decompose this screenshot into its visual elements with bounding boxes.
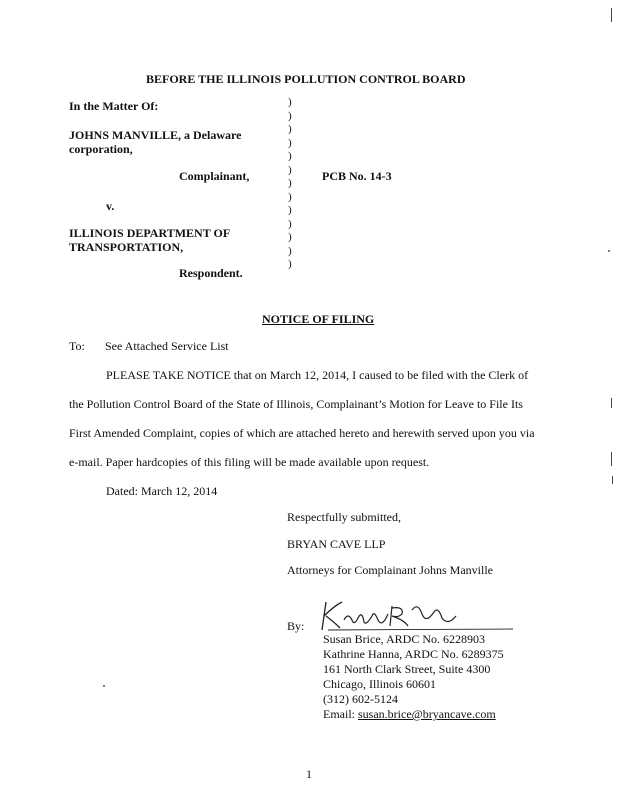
email-link[interactable]: susan.brice@bryancave.com: [358, 707, 496, 721]
versus: v.: [106, 199, 115, 213]
paren: ): [288, 177, 292, 189]
phone-line: (312) 602-5124: [323, 692, 398, 706]
notice-title: NOTICE OF FILING: [262, 312, 375, 326]
paren: ): [288, 109, 292, 122]
paren: ): [288, 258, 292, 270]
signatory-line: Susan Brice, ARDC No. 6228903: [323, 632, 485, 646]
caption-parenthesis-column: [288, 96, 292, 272]
case-number: PCB No. 14-3: [322, 169, 392, 183]
to-value: See Attached Service List: [105, 339, 229, 353]
handwritten-signature: [318, 596, 518, 636]
paren: ): [288, 163, 292, 176]
paren: ): [288, 96, 292, 108]
matter-label: In the Matter Of:: [69, 99, 159, 113]
body-line: First Amended Complaint, copies of which are attached hereto and herewith served upon you via: [69, 426, 535, 440]
respectfully-submitted: Respectfully submitted,: [287, 510, 401, 524]
email-line: [323, 707, 504, 722]
scan-edge-mark: [612, 476, 613, 484]
scan-edge-mark: [611, 452, 612, 466]
by-label: By:: [287, 619, 305, 633]
signatory-line: Kathrine Hanna, ARDC No. 6289375: [323, 647, 504, 661]
paren: ): [288, 204, 292, 216]
address-line: 161 North Clark Street, Suite 4300: [323, 662, 491, 676]
paren: ): [288, 217, 292, 230]
body-line: PLEASE TAKE NOTICE that on March 12, 2014, I caused to be filed with the Clerk of: [106, 368, 529, 382]
body-line: the Pollution Control Board of the State of Illinois, Complainant’s Motion for Leave to File Its: [69, 397, 523, 411]
scan-edge-mark: [611, 398, 612, 408]
paren: ): [288, 150, 292, 162]
paren: ): [288, 244, 292, 257]
page-number: 1: [306, 767, 312, 781]
complainant-role: Complainant,: [179, 169, 250, 183]
to-label: To:: [69, 339, 85, 353]
complainant-name: JOHNS MANVILLE, a Delaware: [69, 128, 242, 142]
address-line: Chicago, Illinois 60601: [323, 677, 436, 691]
paren: ): [288, 190, 292, 203]
signatory-list: [323, 632, 504, 722]
respondent-role: Respondent.: [179, 266, 243, 280]
scan-edge-mark: [611, 8, 612, 22]
complainant-name-line2: corporation,: [69, 142, 133, 156]
dated-line: Dated: March 12, 2014: [106, 484, 218, 498]
paren: ): [288, 136, 292, 149]
body-line: e-mail. Paper hardcopies of this filing will be made available upon request.: [69, 455, 430, 469]
scan-speck: [103, 685, 105, 687]
paren: ): [288, 123, 292, 135]
email-label: Email:: [323, 707, 355, 721]
paren: ): [288, 231, 292, 243]
firm-name: BRYAN CAVE LLP: [287, 537, 386, 551]
board-title: BEFORE THE ILLINOIS POLLUTION CONTROL BOARD: [146, 72, 466, 86]
respondent-name-line1: ILLINOIS DEPARTMENT OF: [69, 226, 231, 240]
scan-speck: [608, 250, 610, 252]
attorneys-for: Attorneys for Complainant Johns Manville: [287, 563, 493, 577]
respondent-name-line2: TRANSPORTATION,: [69, 240, 184, 254]
